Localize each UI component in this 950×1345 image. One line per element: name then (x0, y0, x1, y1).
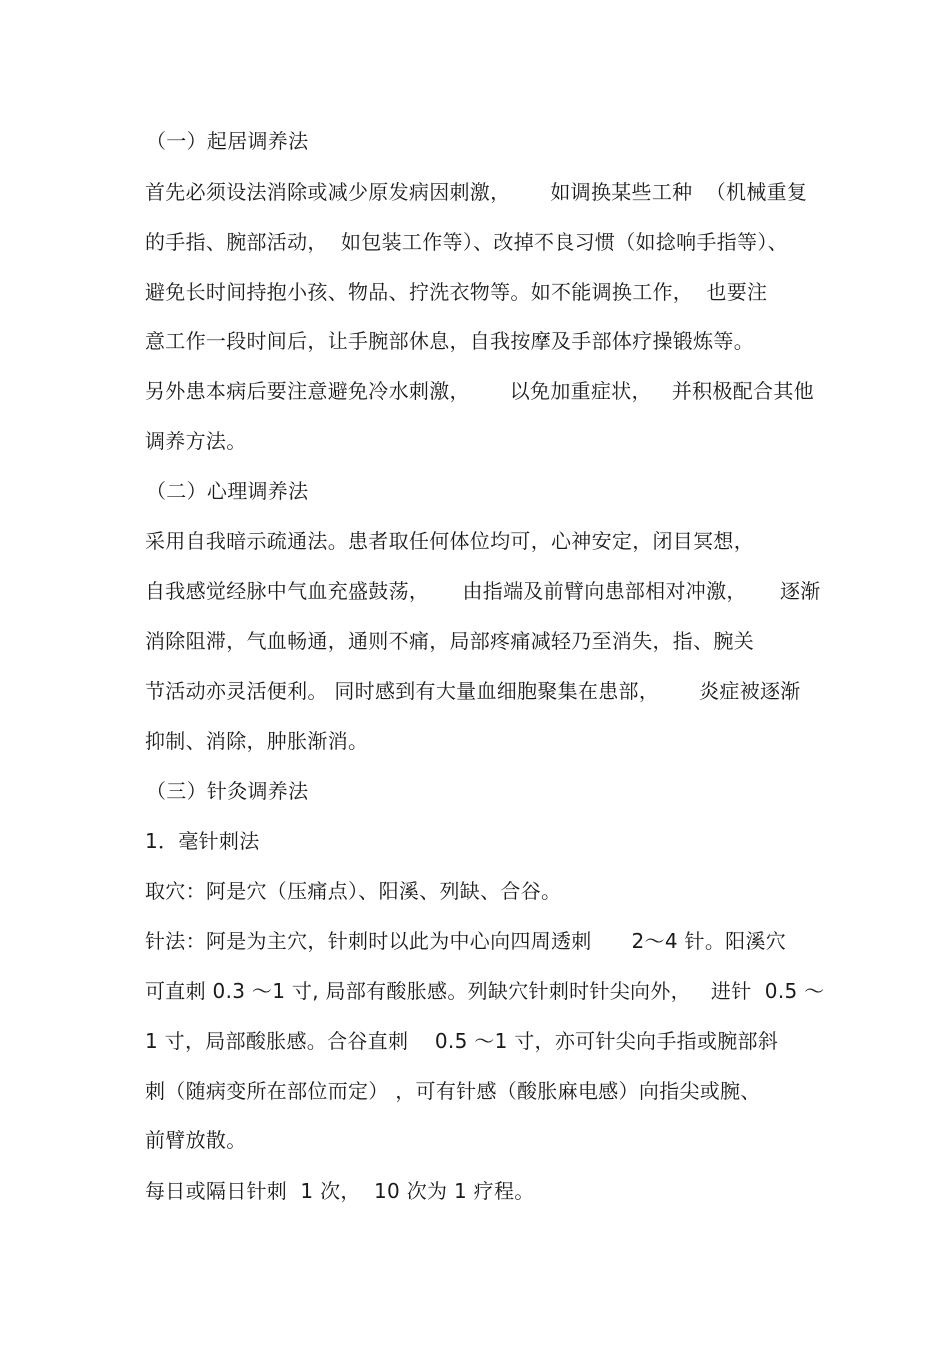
paragraph-line: 刺（随病变所在部位而定） ，可有针感（酸胀麻电感）向指尖或腕、 (145, 1079, 761, 1103)
paragraph-line: 前臂放散。 (145, 1128, 247, 1152)
paragraph-line: 首先必须设法消除或减少原发病因刺激， 如调换某些工种 （机械重复 (145, 180, 808, 204)
paragraph-line: 自我感觉经脉中气血充盛鼓荡， 由指端及前臂向患部相对冲激， 逐渐 (145, 579, 821, 603)
section-heading-3: （三）针灸调养法 (146, 779, 309, 803)
paragraph-line: 1 寸，局部酸胀感。合谷直刺 0.5 ～1 寸，亦可针尖向手指或腕部斜 (145, 1029, 779, 1053)
paragraph-line: 针法：阿是为主穴，针刺时以此为中心向四周透刺 2～4 针。阳溪穴 (145, 929, 787, 953)
paragraph-line: 避免长时间持抱小孩、物品、拧洗衣物等。如不能调换工作， 也要注 (145, 280, 768, 304)
paragraph-line: 的手指、腕部活动， 如包装工作等）、改掉不良习惯（如捻响手指等）、 (145, 230, 788, 254)
paragraph-line: 调养方法。 (145, 429, 247, 453)
section-heading-1: （一）起居调养法 (146, 129, 309, 153)
paragraph-line: 消除阻滞，气血畅通，通则不痛，局部疼痛减轻乃至消失，指、腕关 (145, 629, 754, 653)
paragraph-line: 可直刺 0.3 ～1 寸, 局部有酸胀感。列缺穴针刺时针尖向外， 进针 0.5 ～ (145, 979, 825, 1003)
paragraph-line: 采用自我暗示疏通法。患者取任何体位均可，心神安定，闭目冥想， (145, 529, 754, 553)
paragraph-line: 意工作一段时间后，让手腕部休息，自我按摩及手部体疗操锻炼等。 (145, 329, 754, 353)
section-heading-2: （二）心理调养法 (146, 479, 309, 503)
paragraph-line: 抑制、消除，肿胀渐消。 (145, 729, 369, 753)
subsection-heading: 1．毫针刺法 (145, 829, 260, 853)
paragraph-line: 取穴：阿是穴（压痛点）、阳溪、列缺、合谷。 (145, 879, 562, 903)
paragraph-line: 另外患本病后要注意避免冷水刺激， 以免加重症状， 并积极配合其他 (145, 379, 814, 403)
paragraph-line: 每日或隔日针刺 1 次， 10 次为 1 疗程。 (145, 1179, 535, 1203)
paragraph-line: 节活动亦灵活便利。 同时感到有大量血细胞聚集在患部， 炎症被逐渐 (145, 679, 801, 703)
